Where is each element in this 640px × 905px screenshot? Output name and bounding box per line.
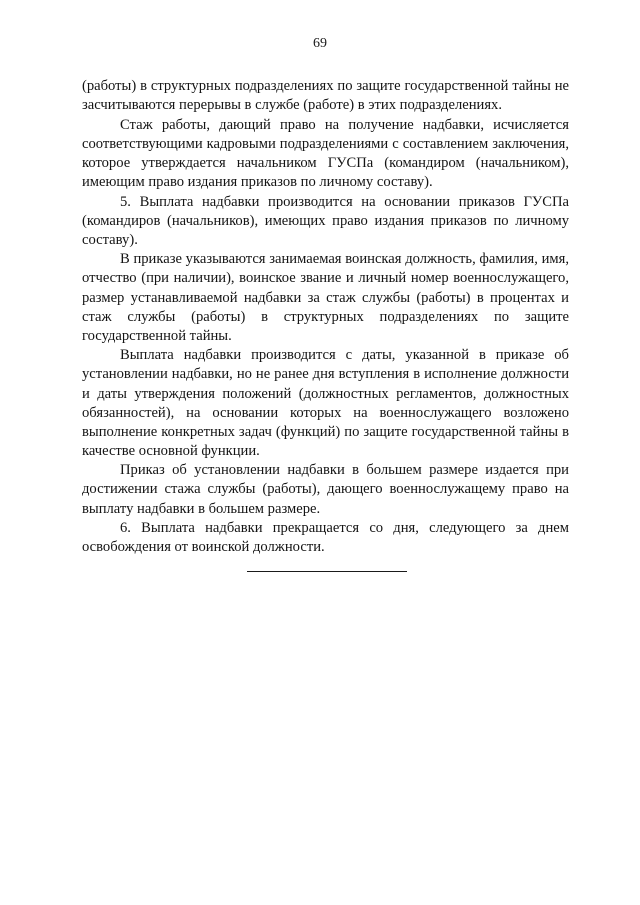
paragraph-clause-5: 5. Выплата надбавки производится на основании приказов ГУСПа (командиров (начальников), имеющих право издания приказов по личному составу). <box>82 193 569 248</box>
page-number: 69 <box>313 36 327 51</box>
document-body <box>82 77 569 557</box>
paragraph-larger-amount-order: Приказ об установлении надбавки в большем размере издается при достижении стажа службы (работы), дающего военнослужащему право на выплату надбавки в большем размере. <box>82 462 569 517</box>
paragraph-payment-start: Выплата надбавки производится с даты, указанной в приказе об установлении надбавки, но не ранее дня вступления в исполнение должности и даты утверждения положений (должностных регламентов, должностных обязанностей), на основании которых на военнослужащего возложено выполнение конкретных задач (функций) по защите государственной тайны в качестве основной функции. <box>82 347 569 459</box>
end-of-text-rule <box>247 571 407 572</box>
paragraph-seniority-calculation: Стаж работы, дающий право на получение надбавки, исчисляется соответствующими кадровыми подразделениями с составлением заключения, которое утверждается начальником ГУСПа (командиром (начальником), имеющим право издания приказов по личному составу). <box>82 116 569 190</box>
paragraph-clause-6: 6. Выплата надбавки прекращается со дня, следующего за днем освобождения от воинской должности. <box>82 520 569 556</box>
paragraph-order-contents: В приказе указываются занимаемая воинская должность, фамилия, имя, отчество (при наличии), воинское звание и личный номер военнослужащего, размер устанавливаемой надбавки за стаж службы (работы) в процентах и стаж службы (работы) в структурных подразделениях по защите государственной тайны. <box>82 251 569 344</box>
paragraph-continuation: (работы) в структурных подразделениях по защите государственной тайны не засчитываются перерывы в службе (работе) в этих подразделениях. <box>82 78 569 114</box>
